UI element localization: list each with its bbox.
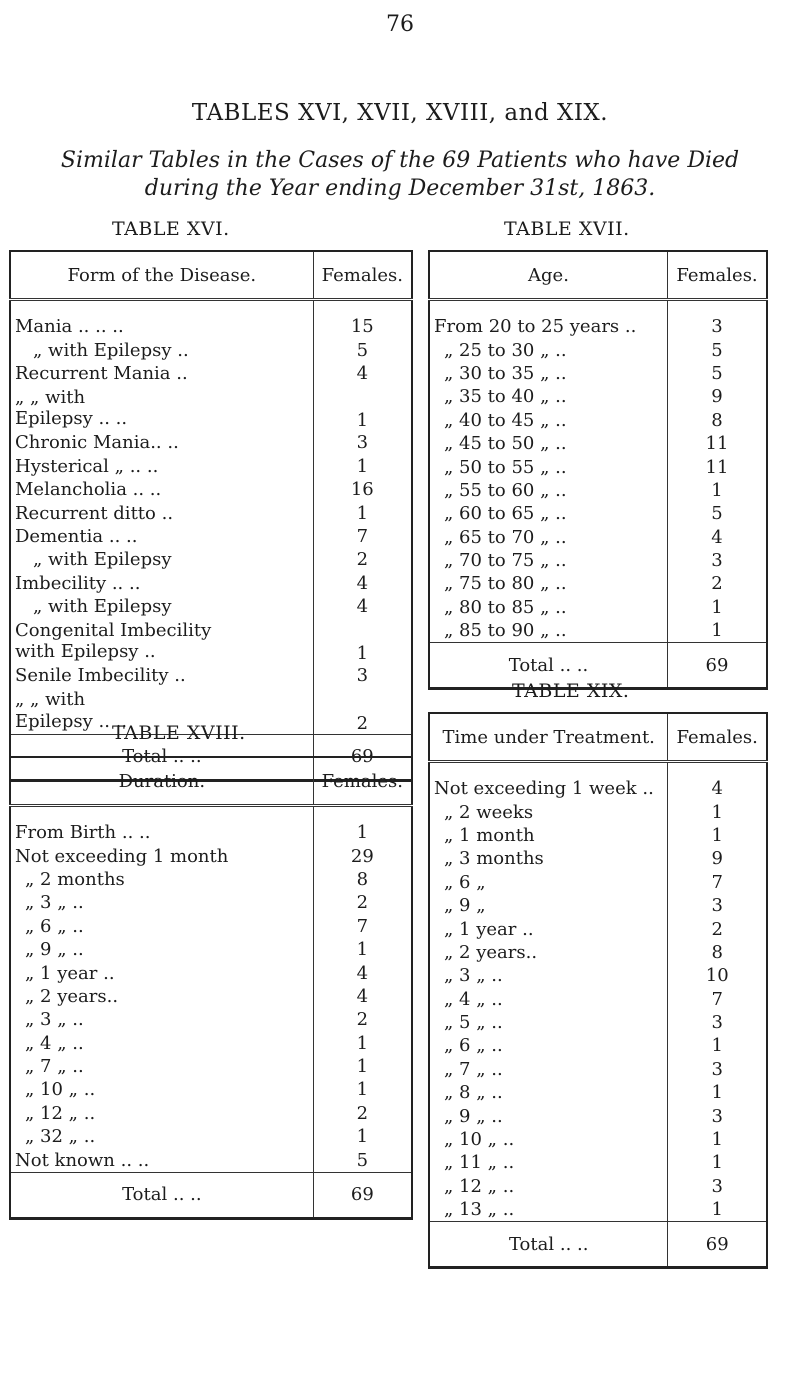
table-row xyxy=(429,894,767,917)
row-label: „ with Epilepsy .. xyxy=(33,339,189,361)
row-value: 1 xyxy=(313,618,412,664)
total-label: Total .. .. xyxy=(10,734,313,780)
row-value: 4 xyxy=(667,526,767,549)
table-row xyxy=(429,1198,767,1222)
table-16 xyxy=(9,250,413,782)
row-value: 5 xyxy=(667,362,767,385)
table-row xyxy=(10,985,412,1008)
row-label: „ 7 „ .. xyxy=(444,1058,503,1080)
row-value: 16 xyxy=(313,478,412,501)
row-value: 1 xyxy=(668,824,767,847)
row-label: „ 9 „ .. xyxy=(25,939,84,961)
row-value: 9 xyxy=(667,385,767,408)
table-row xyxy=(10,664,412,687)
row-label: „ 2 years.. xyxy=(25,985,119,1007)
row-value: 5 xyxy=(667,502,767,525)
row-label: Imbecility .. .. xyxy=(15,572,141,594)
row-label: „ 7 „ .. xyxy=(25,1056,84,1078)
row-label: „ 12 „ .. xyxy=(444,1175,515,1197)
row-label: „ 80 to 85 „ .. xyxy=(444,596,567,618)
row-label: „ with Epilepsy xyxy=(33,596,172,618)
table-row xyxy=(429,964,767,987)
row-value: 8 xyxy=(668,941,767,964)
table-total-row xyxy=(429,1222,767,1268)
row-value: 1 xyxy=(313,1125,412,1148)
row-label: „ „ with Epilepsy .. .. xyxy=(15,689,128,732)
table-row xyxy=(10,315,412,338)
row-label: „ 55 to 60 „ .. xyxy=(444,479,567,501)
row-value: 1 xyxy=(313,938,412,961)
table-18-caption: TABLE XVIII. xyxy=(112,722,246,744)
row-label: „ 8 „ .. xyxy=(444,1082,503,1104)
table-row xyxy=(10,338,412,361)
row-label: Senile Imbecility .. xyxy=(15,665,186,687)
row-label: „ 60 to 65 „ .. xyxy=(444,503,567,525)
row-label: „ 50 to 55 „ .. xyxy=(444,456,567,478)
table-16-header-form: Form of the Disease. xyxy=(10,251,313,300)
row-label: „ 12 „ .. xyxy=(25,1102,96,1124)
row-value: 2 xyxy=(313,891,412,914)
table-row xyxy=(429,432,767,455)
row-label: „ 40 to 45 „ .. xyxy=(444,409,567,431)
row-value: 1 xyxy=(313,385,412,431)
table-row xyxy=(10,525,412,548)
total-value: 69 xyxy=(313,1172,412,1218)
row-value: 4 xyxy=(313,362,412,385)
total-label: Total .. .. xyxy=(429,1222,668,1268)
row-value: 3 xyxy=(313,431,412,454)
row-label: „ 3 months xyxy=(444,848,544,870)
row-label: „ 1 month xyxy=(444,824,535,846)
table-18 xyxy=(9,756,413,1220)
row-label: „ 9 „ .. xyxy=(444,1105,503,1127)
row-label: Congenital Imbecility with Epilepsy .. xyxy=(15,619,212,663)
row-value: 3 xyxy=(668,894,767,917)
table-row xyxy=(429,917,767,940)
table-row xyxy=(429,596,767,619)
table-17 xyxy=(428,250,768,690)
total-label: Total .. .. xyxy=(429,643,667,689)
table-16-caption: TABLE XVI. xyxy=(112,218,230,240)
table-row xyxy=(10,572,412,595)
row-label: „ 3 „ .. xyxy=(25,892,84,914)
row-label: „ „ with Epilepsy .. .. xyxy=(15,386,128,430)
row-label: „ 11 „ .. xyxy=(444,1152,515,1174)
row-label: „ 1 year .. xyxy=(25,962,115,984)
table-row xyxy=(429,526,767,549)
row-label: „ 75 to 80 „ .. xyxy=(444,573,567,595)
row-label: Dementia .. .. xyxy=(15,525,138,547)
table-row xyxy=(429,549,767,572)
row-label: Mania .. .. .. xyxy=(15,316,124,338)
table-row xyxy=(429,619,767,643)
table-row xyxy=(10,868,412,891)
row-value: 1 xyxy=(313,1032,412,1055)
row-value: 3 xyxy=(667,315,767,338)
row-value: 4 xyxy=(313,985,412,1008)
table-19 xyxy=(428,712,768,1269)
table-row xyxy=(429,847,767,870)
table-row xyxy=(10,1078,412,1101)
row-label: „ 1 year .. xyxy=(444,918,534,940)
row-label: „ with Epilepsy xyxy=(33,549,172,571)
row-value: 3 xyxy=(313,664,412,687)
row-value: 1 xyxy=(667,479,767,502)
table-row xyxy=(429,1011,767,1034)
table-row xyxy=(10,915,412,938)
row-value: 10 xyxy=(668,964,767,987)
row-value: 2 xyxy=(313,548,412,571)
table-row xyxy=(10,1055,412,1078)
table-19-header-females: Females. xyxy=(668,713,767,762)
row-value: 7 xyxy=(668,988,767,1011)
row-label: „ 13 „ .. xyxy=(444,1199,515,1221)
row-label: „ 2 years.. xyxy=(444,941,538,963)
table-row xyxy=(10,548,412,571)
table-row xyxy=(10,1125,412,1148)
row-value: 1 xyxy=(667,596,767,619)
row-label: Melancholia .. .. xyxy=(15,479,162,501)
total-value: 69 xyxy=(668,1222,767,1268)
table-row xyxy=(10,385,412,431)
row-label: „ 70 to 75 „ .. xyxy=(444,550,567,572)
row-value: 15 xyxy=(313,315,412,338)
row-value: 3 xyxy=(667,549,767,572)
table-16-header-females: Females. xyxy=(313,251,412,300)
table-row xyxy=(10,618,412,664)
total-value: 69 xyxy=(667,643,767,689)
row-label: „ 10 „ .. xyxy=(444,1129,515,1151)
row-value: 1 xyxy=(313,1055,412,1078)
row-value: 1 xyxy=(667,619,767,643)
row-label: „ 9 „ xyxy=(444,895,486,917)
table-row xyxy=(429,455,767,478)
row-value: 2 xyxy=(667,572,767,595)
row-label: „ 25 to 30 „ .. xyxy=(444,339,567,361)
row-label: „ 32 „ .. xyxy=(25,1126,96,1148)
row-label: „ 35 to 40 „ .. xyxy=(444,386,567,408)
row-label: Chronic Mania.. .. xyxy=(15,432,179,454)
row-label: „ 10 „ .. xyxy=(25,1079,96,1101)
table-row xyxy=(429,362,767,385)
subtitle-line-2: during the Year ending December 31st, 1863. xyxy=(144,176,656,201)
row-label: Recurrent Mania .. xyxy=(15,362,188,384)
row-value: 2 xyxy=(668,917,767,940)
table-row xyxy=(429,338,767,361)
row-value: 2 xyxy=(313,1102,412,1125)
row-label: „ 2 months xyxy=(25,868,125,890)
row-value: 4 xyxy=(313,961,412,984)
row-label: „ 3 „ .. xyxy=(444,965,503,987)
table-total-row xyxy=(10,1172,412,1218)
row-label: From Birth .. .. xyxy=(15,822,151,844)
table-row xyxy=(429,800,767,823)
row-label: „ 45 to 50 „ .. xyxy=(444,433,567,455)
row-value: 11 xyxy=(667,432,767,455)
row-label: Not exceeding 1 week .. xyxy=(434,778,654,800)
row-value: 1 xyxy=(668,1198,767,1222)
table-row xyxy=(10,1148,412,1172)
row-label: „ 5 „ .. xyxy=(444,1012,503,1034)
table-row xyxy=(10,961,412,984)
table-row xyxy=(10,431,412,454)
table-row xyxy=(10,821,412,844)
table-18-header-females: Females. xyxy=(313,757,412,806)
table-row xyxy=(10,362,412,385)
page-title: TABLES XVI, XVII, XVIII, and XIX. xyxy=(191,100,609,126)
table-row xyxy=(10,1102,412,1125)
row-value: 3 xyxy=(668,1175,767,1198)
row-label: From 20 to 25 years .. xyxy=(434,316,637,338)
row-label: Hysterical „ .. .. xyxy=(15,455,159,477)
row-label: „ 6 „ .. xyxy=(444,1035,503,1057)
row-label: „ 6 „ .. xyxy=(25,915,84,937)
table-row xyxy=(10,595,412,618)
table-row xyxy=(10,478,412,501)
row-label: „ 2 weeks xyxy=(444,801,534,823)
table-18-header-duration: Duration. xyxy=(10,757,313,806)
table-row xyxy=(429,1081,767,1104)
row-value: 2 xyxy=(313,688,412,735)
table-row xyxy=(10,1008,412,1031)
table-row xyxy=(429,572,767,595)
row-value: 7 xyxy=(668,871,767,894)
row-value: 4 xyxy=(313,595,412,618)
row-value: 5 xyxy=(313,338,412,361)
row-value: 7 xyxy=(313,915,412,938)
row-label: „ 6 „ xyxy=(444,871,486,893)
row-label: Not known .. .. xyxy=(15,1149,150,1171)
table-row xyxy=(429,777,767,800)
row-value: 3 xyxy=(668,1104,767,1127)
row-value: 7 xyxy=(313,525,412,548)
table-19-header-time: Time under Treatment. xyxy=(429,713,668,762)
row-label: „ 3 „ .. xyxy=(25,1009,84,1031)
table-17-caption: TABLE XVII. xyxy=(504,218,630,240)
row-value: 5 xyxy=(667,338,767,361)
table-row xyxy=(429,988,767,1011)
table-row xyxy=(429,871,767,894)
row-label: „ 4 „ .. xyxy=(25,1032,84,1054)
table-row xyxy=(429,1128,767,1151)
table-row xyxy=(10,844,412,867)
row-label: „ 85 to 90 „ .. xyxy=(444,620,567,642)
table-row xyxy=(10,501,412,524)
table-row xyxy=(429,1104,767,1127)
row-label: „ 30 to 35 „ .. xyxy=(444,362,567,384)
row-value: 1 xyxy=(668,800,767,823)
row-label: „ 65 to 70 „ .. xyxy=(444,526,567,548)
table-17-header-age: Age. xyxy=(429,251,667,300)
table-19-caption: TABLE XIX. xyxy=(512,680,630,702)
table-row xyxy=(10,455,412,478)
row-label: Not exceeding 1 month xyxy=(15,845,229,867)
table-row xyxy=(429,502,767,525)
table-17-header-females: Females. xyxy=(667,251,767,300)
row-value: 3 xyxy=(668,1058,767,1081)
total-value: 69 xyxy=(313,734,412,780)
row-value: 1 xyxy=(313,1078,412,1101)
row-value: 11 xyxy=(667,455,767,478)
row-label: „ 4 „ .. xyxy=(444,988,503,1010)
table-row xyxy=(10,1032,412,1055)
table-row xyxy=(429,479,767,502)
table-row xyxy=(429,1175,767,1198)
total-label: Total .. .. xyxy=(10,1172,313,1218)
table-row xyxy=(10,938,412,961)
row-value: 8 xyxy=(667,409,767,432)
subtitle-line-1: Similar Tables in the Cases of the 69 Patients who have Died xyxy=(60,148,740,173)
row-value: 29 xyxy=(313,844,412,867)
table-row xyxy=(429,315,767,338)
row-value: 8 xyxy=(313,868,412,891)
row-value: 1 xyxy=(668,1128,767,1151)
row-value: 1 xyxy=(313,501,412,524)
row-value: 9 xyxy=(668,847,767,870)
row-value: 1 xyxy=(668,1081,767,1104)
page-number: 76 xyxy=(386,12,414,37)
table-row xyxy=(429,385,767,408)
row-value: 1 xyxy=(668,1151,767,1174)
table-row xyxy=(429,1034,767,1057)
row-value: 1 xyxy=(313,821,412,844)
table-row xyxy=(429,1151,767,1174)
row-label: Recurrent ditto .. xyxy=(15,502,174,524)
table-row xyxy=(429,409,767,432)
row-value: 2 xyxy=(313,1008,412,1031)
table-row xyxy=(429,941,767,964)
row-value: 4 xyxy=(668,777,767,800)
table-row xyxy=(429,824,767,847)
row-value: 1 xyxy=(668,1034,767,1057)
row-value: 5 xyxy=(313,1148,412,1172)
row-value: 1 xyxy=(313,455,412,478)
table-row xyxy=(429,1058,767,1081)
row-value: 4 xyxy=(313,572,412,595)
table-row xyxy=(10,891,412,914)
row-value: 3 xyxy=(668,1011,767,1034)
